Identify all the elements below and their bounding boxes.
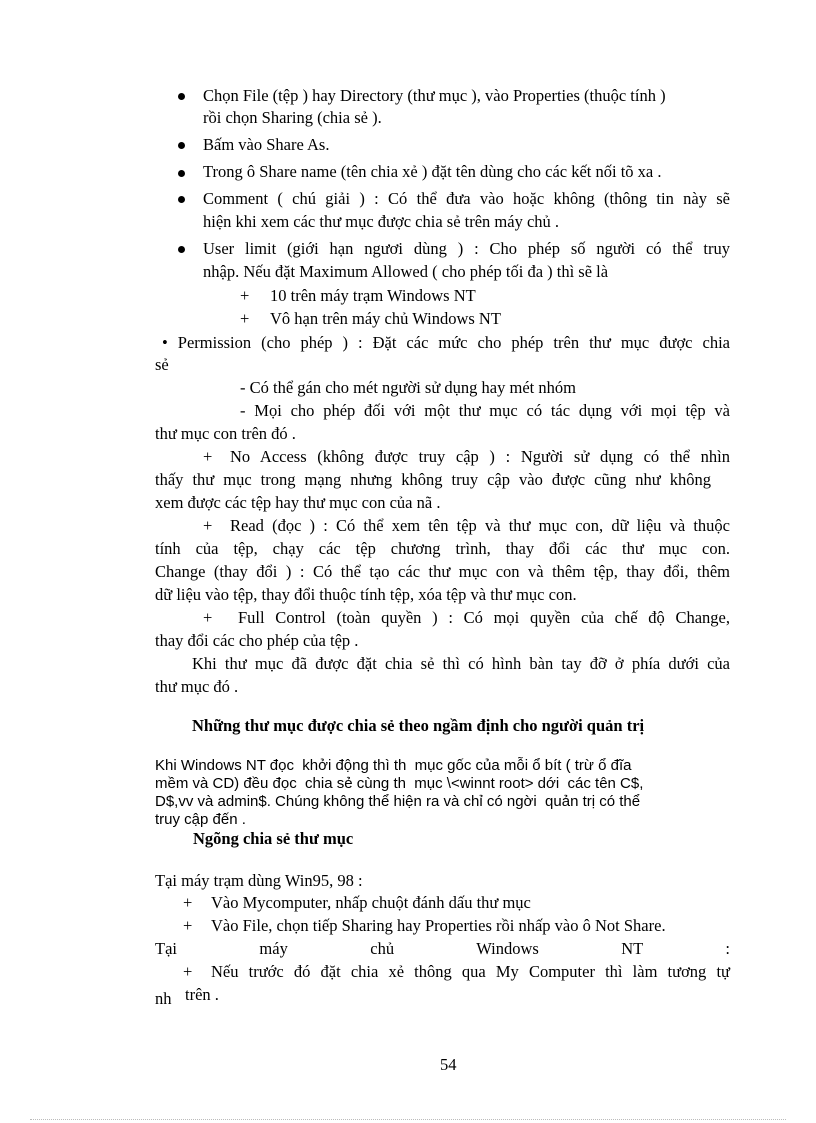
text-line: Khi Windows NT đọc khởi động thì th mục gốc của mỗi ổ bít ( trừ ổ đĩa [155,757,632,774]
text-line: mềm và CD) đều đọc chia sẻ cùng th mục \<winnt root> dới các tên C$, [155,775,644,792]
plus-marker: + [183,916,193,935]
text-line: thư mục con trên đó . [155,424,296,443]
bullet-4 [178,196,185,203]
plus-marker: + [183,893,193,912]
text-line: Vô hạn trên máy chủ Windows NT [270,309,501,328]
text-line: thư mục đó . [155,677,239,696]
text-line: Tại máy chủ Windows NT : [155,939,730,958]
text-line: Change (thay đổi ) : Có thể tạo các thư mục con và thêm tệp, thay đổi, thêm [155,562,730,581]
text-line: Nếu trước đó đặt chia xẻ thông qua My Computer thì làm tương tự [211,962,730,981]
text-line: Full Control (toàn quyền ) : Có mọi quyền của chế độ Change, [238,608,730,627]
text-line: • Permission (cho phép ) : Đặt các mức cho phép trên thư mục được chia [162,333,730,352]
text-line: nhập. Nếu đặt Maximum Allowed ( cho phép tối đa ) thì sẽ là [203,262,609,281]
plus-marker: + [203,447,213,466]
text-line: - Có thể gán cho mét người sử dụng hay mét nhóm [240,378,576,397]
plus-marker: + [203,608,213,627]
text-line: thay đổi các cho phép của tệp . [155,631,359,650]
page-number: 54 [440,1055,457,1074]
plus-marker: + [240,309,250,328]
text-line: User limit (giới hạn ngươi dùng ) : Cho phép số người có thể truy [203,239,730,258]
plus-marker: + [203,516,213,535]
text-line: D$,vv và admin$. Chúng không thể hiện ra và chỉ có ngời quản trị có thể [155,793,641,810]
section-heading-stop-sharing: Ngõng chia sẻ thư mục [193,829,354,848]
bullet-5 [178,246,185,253]
bullet-3 [178,170,185,177]
text-line: Vào Mycomputer, nhấp chuột đánh dấu thư mục [211,893,531,912]
plus-marker: + [183,962,193,981]
text-line: tính của tệp, chạy các tệp chương trình, thay đổi các thư mục con. [155,539,730,558]
page-edge-divider [30,1119,786,1120]
text-line: Vào File, chọn tiếp Sharing hay Properties rồi nhấp vào ô Not Share. [211,916,666,935]
text-line: 10 trên máy trạm Windows NT [270,286,476,305]
text-line: hiện khi xem các thư mục được chia sẻ trên máy chủ . [203,212,560,231]
plus-marker: + [240,286,250,305]
text-line: dữ liệu vào tệp, thay đổi thuộc tính tệp, xóa tệp và thư mục con. [155,585,577,604]
text-line: xem được các tệp hay thư mục con của nã . [155,493,441,512]
text-line: Tại máy trạm dùng Win95, 98 : [155,871,363,890]
text-line: - Mọi cho phép đối với một thư mục có tác dụng với mọi tệp và [240,401,730,420]
text-line: Comment ( chú giải ) : Có thể đưa vào hoặc không (thông tin này sẽ [203,189,730,208]
text-line: Khi thư mục đã được đặt chia sẻ thì có hình bàn tay đỡ ở phía dưới của [192,654,730,673]
text-line: Read (đọc ) : Có thể xem tên tệp và thư mục con, dữ liệu và thuộc [230,516,730,535]
bullet-1 [178,93,185,100]
text-line: nh [155,989,172,1008]
text-line: Trong ô Share name (tên chia xẻ ) đặt tên dùng cho các kết nối tõ xa . [203,162,662,181]
text-line: trên . [185,985,219,1004]
bullet-2 [178,142,185,149]
text-line: rồi chọn Sharing (chia sẻ ). [203,108,382,127]
text-line: Bấm vào Share As. [203,135,330,154]
text-line: thấy thư mục trong mạng nhưng không truy cập vào được cũng như không [155,470,711,489]
section-heading-default-shares: Những thư mục được chia sẻ theo ngầm định cho người quản trị [192,716,645,735]
text-line: Chọn File (tệp ) hay Directory (thư mục ), vào Properties (thuộc tính ) [203,86,666,105]
text-line: No Access (không được truy cập ) : Người sử dụng có thể nhìn [230,447,730,466]
text-line: truy cập đến . [155,811,246,828]
text-line: sẻ [155,355,169,374]
